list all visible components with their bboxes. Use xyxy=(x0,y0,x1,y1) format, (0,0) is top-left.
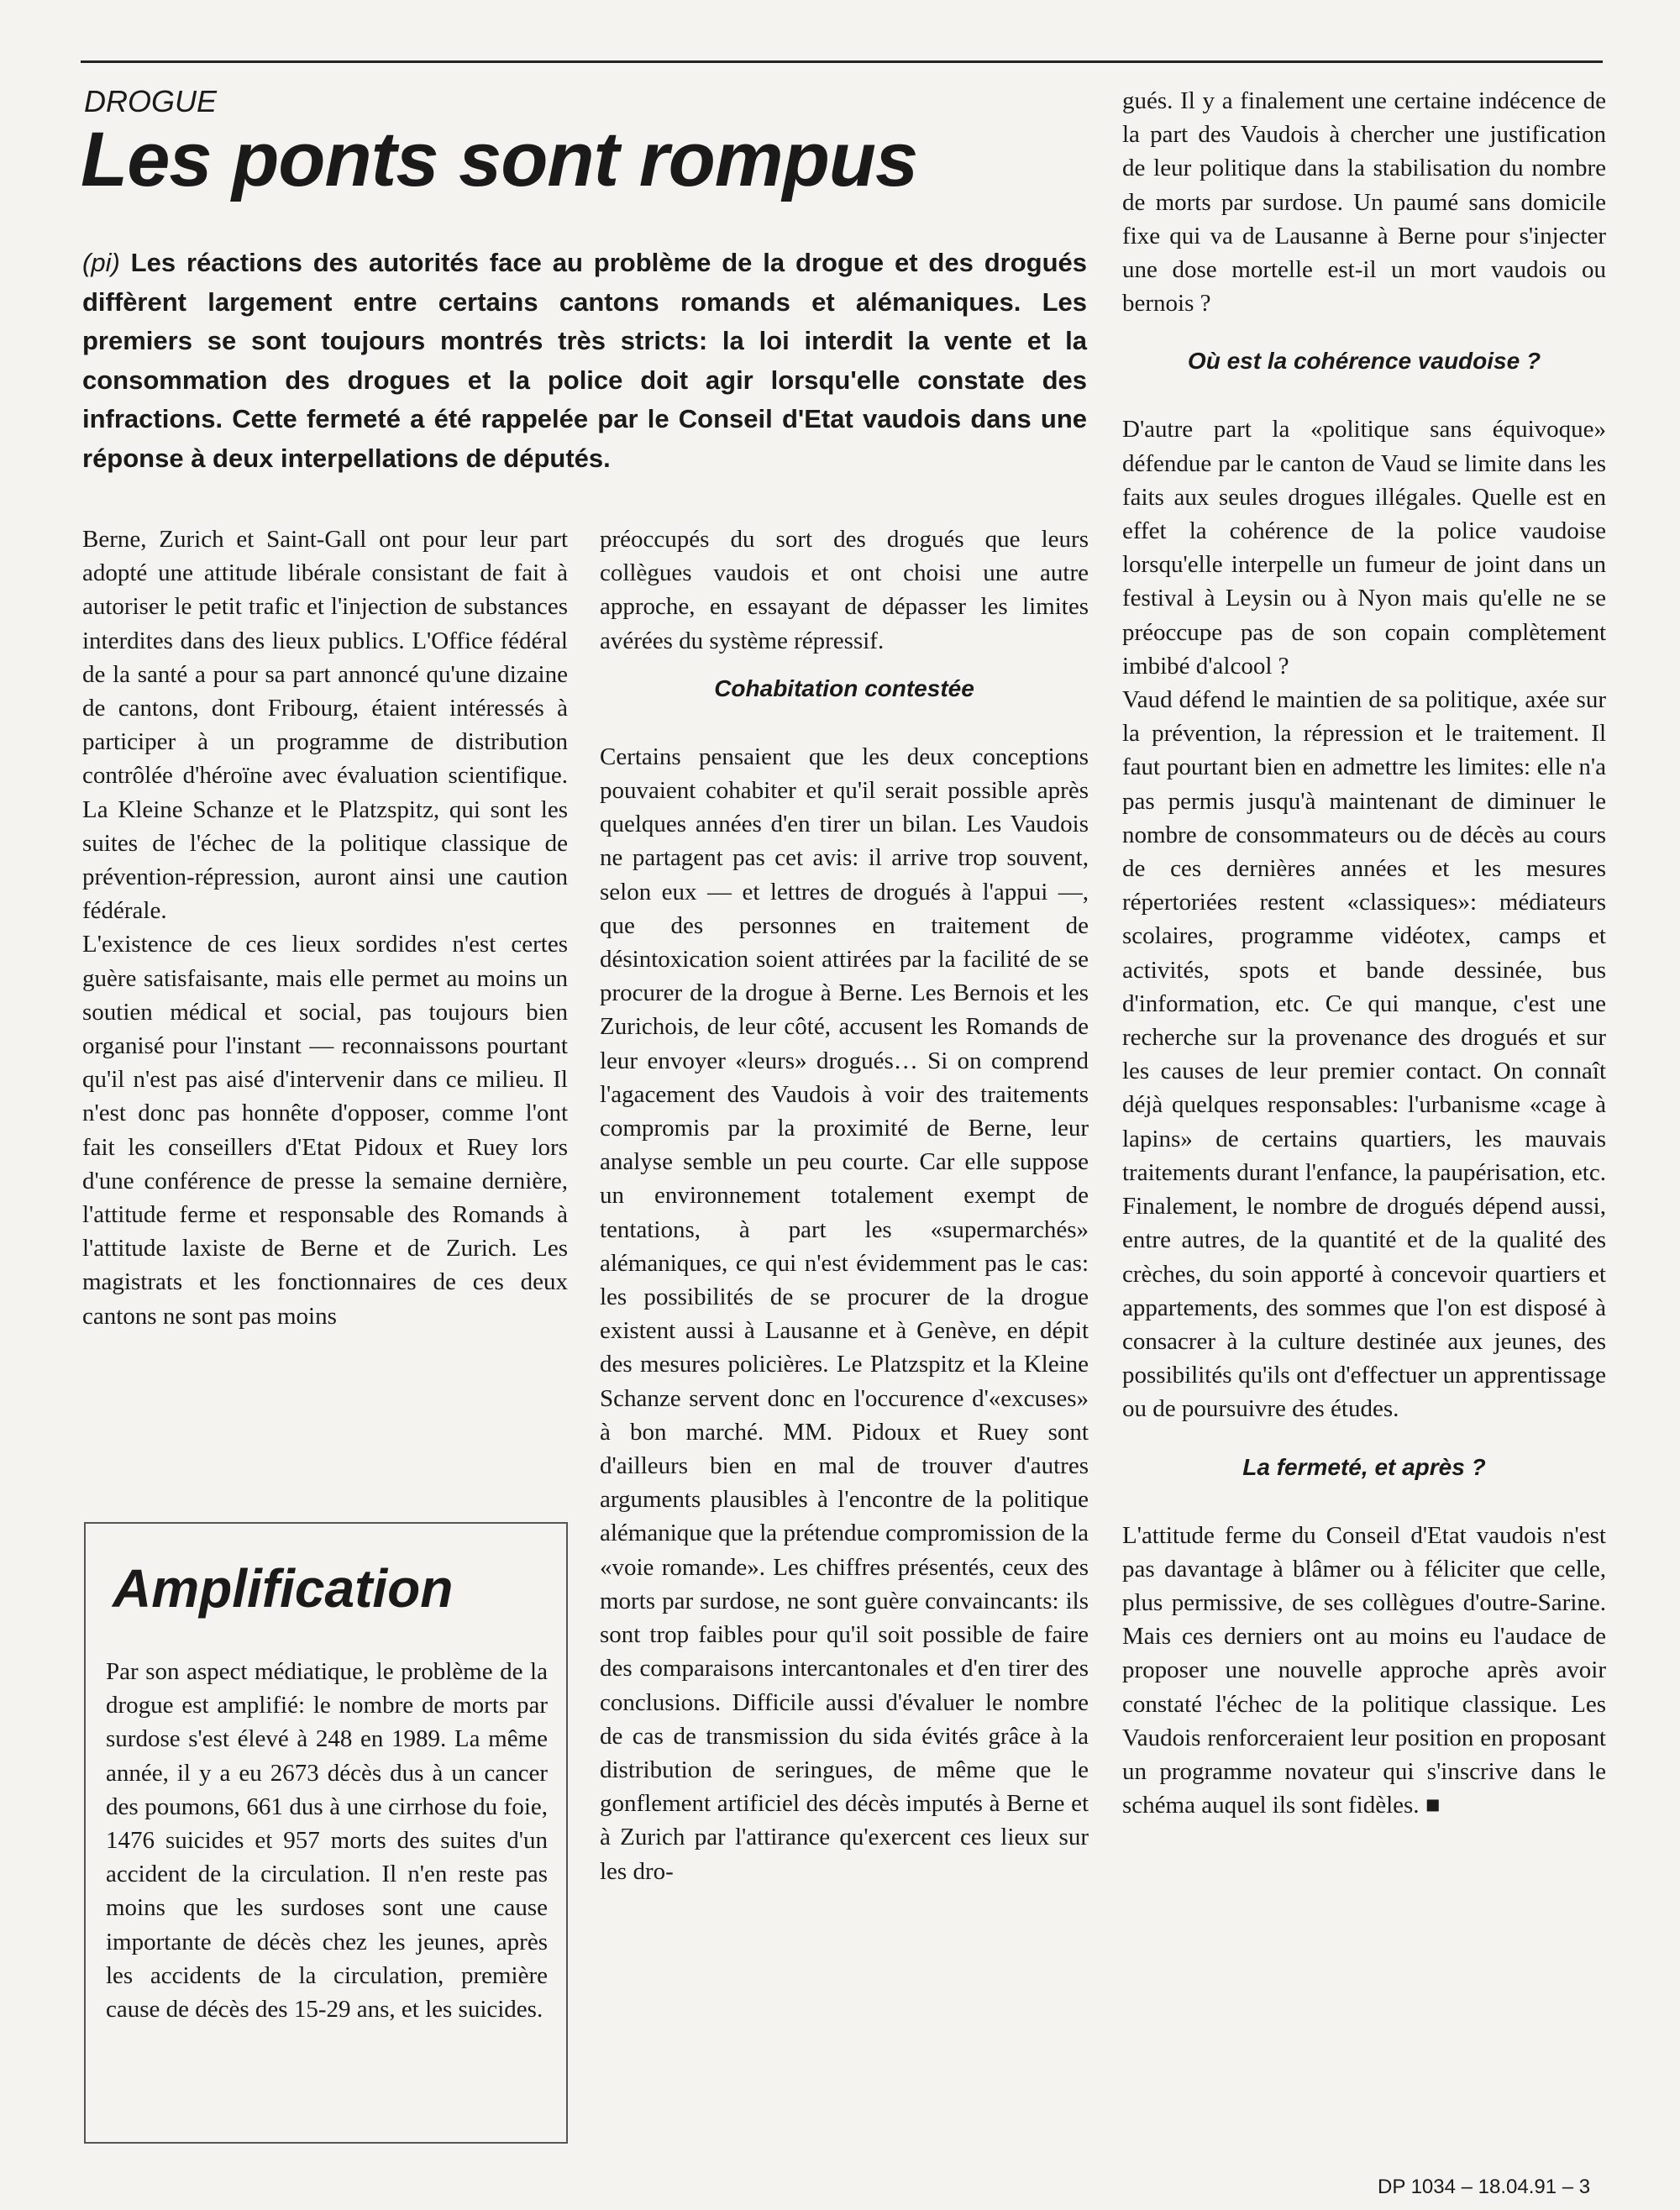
col3-paragraph-2: D'autre part la «politique sans équivoque» défendue par le canton de Vaud se limite dans les faits aux seules drogues illégales. Quelle est en effet la cohérence de la police vaudoise lorsqu'elle interpelle un fumeur de joint dans un festival à Leysin ou à Nyon mais qu'elle ne se préoccupe pas de son copain complètement imbibé d'alcool ? xyxy=(1122,416,1606,680)
sidebar-title: Amplification xyxy=(113,1558,454,1619)
col2-paragraph-1: préoccupés du sort des drogués que leurs collègues vaudois et ont choisi une autre approche, en essayant de dépasser les limites avérées du système répressif. xyxy=(600,526,1089,654)
subhead-coherence: Où est la cohérence vaudoise ? xyxy=(1187,348,1541,375)
subhead-cohabitation: Cohabitation contestée xyxy=(714,675,974,701)
sidebar-body: Par son aspect médiatique, le problème de la drogue est amplifié: le nombre de morts par surdose s'est élevé à 248 en 1989. La même année, il y a eu 2673 décès dus à un cancer des poumons, 661 dus à une cirrhose du foie, 1476 suicides et 957 morts des suites d'un accident de la circulation. Il n'en reste pas moins que les surdoses sont une cause importante de décès chez les jeunes, après les accidents de la circulation, première cause de décès des 15-29 ans, et les suicides. xyxy=(106,1658,548,2024)
end-mark-icon: ■ xyxy=(1425,1792,1441,1819)
page-footer-ref: DP 1034 – 18.04.91 – 3 xyxy=(1378,2176,1591,2198)
col1-paragraph-1: Berne, Zurich et Saint-Gall ont pour leur part adopté une attitude libérale consistant de fait à autoriser le petit trafic et l'injection de substances interdites dans des lieux publics. L'Office fédéral de la santé a pour sa part annoncé qu'une dizaine de cantons, dont Fribourg, étaient intéressés à participer à un programme de distribution contrôlée d'héroïne avec évaluation scientifique. La Kleine Schanze et le Platzspitz, qui sont les suites de l'échec de la politique classique de prévention-répression, auront ainsi une caution fédérale. xyxy=(82,526,568,925)
top-rule xyxy=(81,60,1603,63)
subhead-fermete: La fermeté, et après ? xyxy=(1242,1453,1486,1480)
col3-paragraph-4-text: L'attitude ferme du Conseil d'Etat vaudois n'est pas davantage à blâmer ou à féliciter que celle, plus permissive, de ses collègues d'outre-Sarine. Mais ces derniers ont au moins eu l'audace de proposer une nouvelle approche après avoir constaté l'échec de la politique classique. Les Vaudois renforceraient leur position en proposant un programme novateur qui s'inscrive dans le schéma auquel ils sont fidèles. xyxy=(1122,1521,1606,1819)
article-title: Les ponts sont rompus xyxy=(81,117,918,202)
lead-text: Les réactions des autorités face au problème de la drogue et des drogués diffèrent largement entre certains cantons romands et alémaniques. Les premiers se sont toujours montrés très stricts: la loi interdit la vente et la consommation des drogues et la police doit agir lorsqu'elle constate des infractions. Cette fermeté a été rappelée par le Conseil d'Etat vaudois dans une réponse à deux interpellations de députés. xyxy=(82,248,1087,473)
article-lead xyxy=(82,244,1087,478)
column-3 xyxy=(1122,84,1606,1822)
column-1 xyxy=(82,522,568,1333)
col3-paragraph-3: Vaud défend le maintien de sa politique, axée sur la prévention, la répression et le traitement. Il faut pourtant bien en admettre les limites: elle n'a pas permis jusqu'à maintenant de diminuer le nombre de consommateurs ou de décès au cours de ces dernières années et les mesures répertoriées restent «classiques»: médiateurs scolaires, programme vidéotex, camps et activités, spots et bande dessinée, bus d'information, etc. Ce qui manque, c'est une recherche sur la provenance des drogués et sur les causes de leur premier contact. On connaît déjà quelques responsables: l'urbanisme «cage à lapins» de certains quartiers, les mauvais traitements durant l'enfance, la paupérisation, etc. Finalement, le nombre de drogués dépend aussi, entre autres, de la quantité et de la qualité des crèches, du soin apporté à concevoir quartiers et appartements, des sommes que l'on est disposé à consacrer à la culture destinée aux jeunes, des possibilités qu'ils ont d'effectuer un apprentissage ou de poursuivre des études. xyxy=(1122,686,1606,1423)
col1-paragraph-2: L'existence de ces lieux sordides n'est certes guère satisfaisante, mais elle permet au moins un soutien médical et social, pas toujours bien organisé pour l'instant — reconnaissons pourtant qu'il n'est pas aisé d'intervenir dans ce milieu. Il n'est donc pas honnête d'opposer, comme l'ont fait les conseillers d'Etat Pidoux et Ruey lors d'une conférence de presse la semaine dernière, l'attitude ferme et responsable des Romands à l'attitude laxiste de Berne et de Zurich. Les magistrats et les fonctionnaires de ces deux cantons ne sont pas moins xyxy=(82,931,568,1330)
col2-paragraph-2: Certains pensaient que les deux conceptions pouvaient cohabiter et qu'il serait possible après quelques années d'en tirer un bilan. Les Vaudois ne partagent pas cet avis: il arrive trop souvent, selon eux — et lettres de drogués à l'appui —, que des personnes en traitement de désintoxication soient attirées par la facilité de se procurer de la drogue à Berne. Les Bernois et les Zurichois, de leur côté, accusent les Romands de leur envoyer «leurs» drogués… Si on comprend l'agacement des Vaudois à voir des traitements compromis par la proximité de Berne, leur analyse semble un peu courte. Car elle suppose un environnement totalement exempt de tentations, à part les «supermarchés» alémaniques, ce qui n'est évidemment pas le cas: les possibilités de se procurer de la drogue existent aussi à Lausanne et à Genève, en dépit des mesures policières. Le Platzspitz et la Kleine Schanze servent donc en l'occurence d'«excuses» à bon marché. MM. Pidoux et Ruey sont d'ailleurs bien en mal de trouver d'autres arguments plausibles à l'encontre de la politique alémanique que la prétendue compromission de la «voie romande». Les chiffres présentés, ceux des morts par surdose, ne sont guère convaincants: ils sont trop faibles pour qu'il soit possible de faire des comparaisons intercantonales et d'en tirer des conclusions. Difficile aussi d'évaluer le nombre de cas de transmission du sida évités grâce à la distribution de seringues, de même que le gonflement artificiel des décès imputés à Berne et à Zurich par l'attirance qu'exercent ces lieux sur les dro- xyxy=(600,743,1089,1885)
col3-paragraph-4 xyxy=(1122,1519,1606,1823)
section-kicker: DROGUE xyxy=(84,84,218,118)
author-initials: (pi) xyxy=(82,248,120,277)
col3-paragraph-1: gués. Il y a finalement une certaine indécence de la part des Vaudois à chercher une justification de leur politique dans la stabilisation du nombre de morts par surdose. Un paumé sans domicile fixe qui va de Lausanne à Berne pour s'injecter une dose mortelle est-il un mort vaudois ou bernois ? xyxy=(1122,87,1606,318)
sidebar-box xyxy=(84,1522,568,2144)
column-2 xyxy=(600,522,1089,1888)
